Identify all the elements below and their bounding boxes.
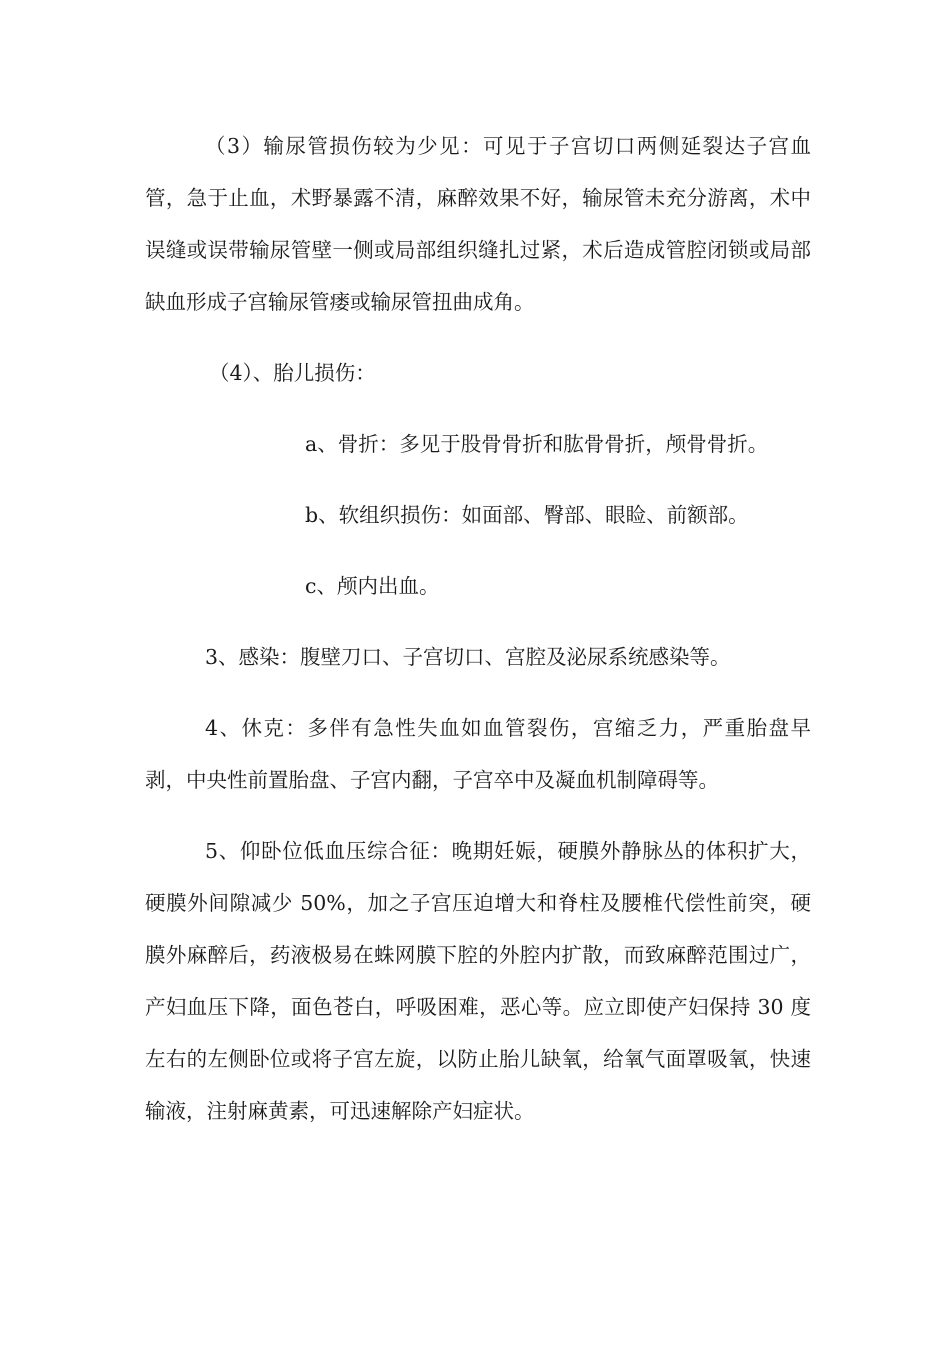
paragraph-infection: 3、感染：腹壁刀口、子宫切口、宫腔及泌尿系统感染等。 <box>205 645 731 669</box>
list-item-fracture: a、骨折：多见于股骨骨折和肱骨骨折，颅骨骨折。 <box>305 432 769 456</box>
heading-fetal-injury: （4）、胎儿损伤： <box>209 361 376 385</box>
document-body <box>145 120 811 1156</box>
list-item-intracranial-hemorrhage: c、颅内出血。 <box>305 574 440 598</box>
paragraph-supine-hypotension: 5、仰卧位低血压综合征：晚期妊娠，硬膜外静脉丛的体积扩大，硬膜外间隙减少 50%，加之子宫压迫增大和脊柱及腰椎代偿性前突，硬膜外麻醉后，药液极易在蛛网膜下腔的外腔内扩散，而致麻醉范围过广，产妇血压下降，面色苍白，呼吸困难，恶心等。应立即使产妇保持 30 度左右的左侧卧位或将子宫左旋，以防止胎儿缺氧，给氧气面罩吸氧，快速输液，注射麻黄素，可迅速解除产妇症状。 <box>145 839 811 1123</box>
list-item-soft-tissue: b、软组织损伤：如面部、臀部、眼睑、前额部。 <box>305 503 749 527</box>
paragraph-ureter-injury: （3）输尿管损伤较为少见：可见于子宫切口两侧延裂达子宫血管，急于止血，术野暴露不清，麻醉效果不好，输尿管未充分游离，术中误缝或误带输尿管壁一侧或局部组织缝扎过紧，术后造成管腔闭锁或局部缺血形成子宫输尿管瘘或输尿管扭曲成角。 <box>145 134 811 314</box>
paragraph-shock: 4、休克：多伴有急性失血如血管裂伤，宫缩乏力，严重胎盘早剥，中央性前置胎盘、子宫内翻，子宫卒中及凝血机制障碍等。 <box>145 716 811 792</box>
